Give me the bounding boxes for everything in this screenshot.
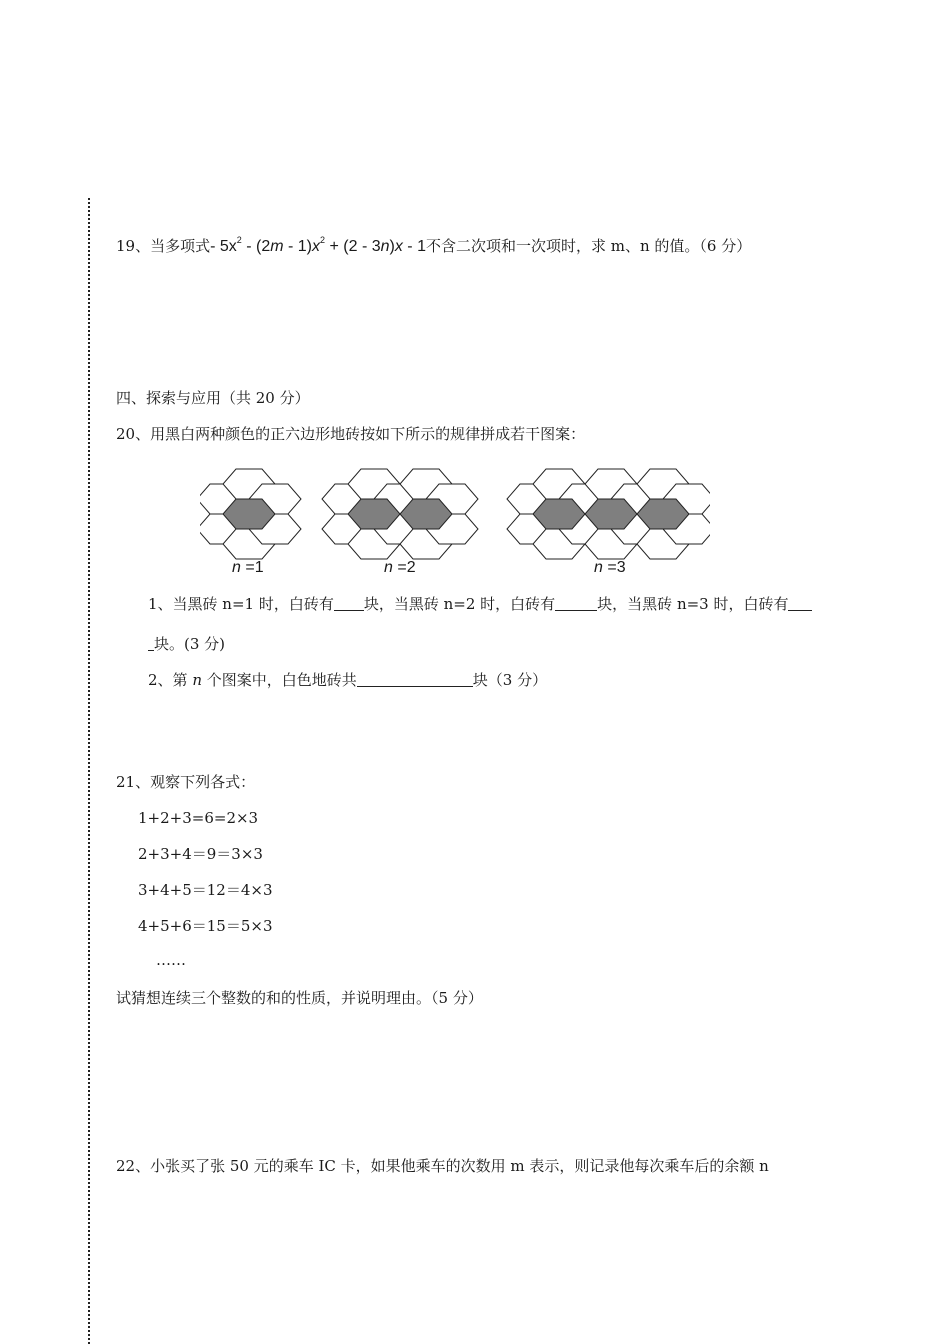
q21-ellipsis: …… xyxy=(156,951,186,969)
pattern-n1 xyxy=(200,469,301,559)
label-n3: n =3 xyxy=(594,559,626,576)
answer-blank-nth[interactable] xyxy=(357,671,473,687)
q19-term-3: - 1) xyxy=(283,238,313,255)
q21-equation-3: 3+4+5＝12＝4×3 xyxy=(138,881,273,899)
question-21-stem: 21、观察下列各式： xyxy=(116,773,256,791)
q20-part1-text-c: 块，当黑砖 n=3 时，白砖有 xyxy=(597,595,789,613)
q20-part2-text-a: 2、第 xyxy=(148,671,188,689)
answer-blank-n2[interactable] xyxy=(555,595,597,611)
binding-margin-dotted-line xyxy=(88,198,90,1344)
q19-polynomial xyxy=(210,235,426,255)
q19-prefix: 19、当多项式 xyxy=(116,237,211,255)
q19-exp-1: 2 xyxy=(236,235,242,245)
q19-exp-2: 2 xyxy=(320,235,326,245)
q19-var-m: m xyxy=(270,238,284,255)
question-20-stem: 20、用黑白两种颜色的正六边形地砖按如下所示的规律拼成若干图案： xyxy=(116,425,586,443)
q21-equation-1: 1+2+3=6=2×3 xyxy=(138,809,259,827)
q19-term-6: - 1 xyxy=(402,238,426,255)
q19-term-4: + (2 - 3 xyxy=(329,238,381,255)
label-n2: n =2 xyxy=(384,559,416,576)
q20-part1-continued xyxy=(148,634,225,654)
q19-var-n: n xyxy=(380,238,390,255)
q20-part2-text-c: 块（3 分） xyxy=(472,671,548,689)
q20-part1-text-b: 块，当黑砖 n=2 时，白砖有 xyxy=(363,595,556,613)
q19-var-x: x xyxy=(312,238,321,255)
q20-part2-text-b: 个图案中，白色地砖共 xyxy=(206,671,357,689)
question-19 xyxy=(116,230,751,257)
q20-part2-var-n: n xyxy=(192,671,202,689)
q20-part1-text-a: 1、当黑砖 n=1 时，白砖有 xyxy=(148,595,334,613)
q20-part1 xyxy=(148,594,812,614)
q21-equation-2: 2+3+4＝9＝3×3 xyxy=(138,845,263,863)
q19-term-1: - 5x xyxy=(210,238,237,255)
q19-var-x2: x xyxy=(394,238,403,255)
pattern-n3 xyxy=(507,469,710,559)
section-4-heading: 四、探索与应用（共 20 分） xyxy=(116,389,310,407)
q19-term-5: ) xyxy=(389,238,395,255)
hexagon-tile-patterns xyxy=(200,462,710,582)
q21-equation-4: 4+5+6＝15＝5×3 xyxy=(138,917,273,935)
q19-term-2: - (2 xyxy=(246,238,271,255)
q20-part2 xyxy=(148,670,547,690)
answer-blank-n3[interactable] xyxy=(788,595,812,611)
q20-part1-text-d: 块。(3 分) xyxy=(154,635,226,653)
label-n1: n =1 xyxy=(232,559,264,576)
answer-blank-n1[interactable] xyxy=(334,595,364,611)
question-22: 22、小张买了张 50 元的乘车 IC 卡，如果他乘车的次数用 m 表示，则记录他每次乘车后的余额 n xyxy=(116,1157,769,1175)
q19-suffix: 不含二次项和一次项时，求 m、n 的值。（6 分） xyxy=(425,237,752,255)
q21-task: 试猜想连续三个整数的和的性质，并说明理由。（5 分） xyxy=(116,989,483,1007)
pattern-n2 xyxy=(322,469,478,559)
